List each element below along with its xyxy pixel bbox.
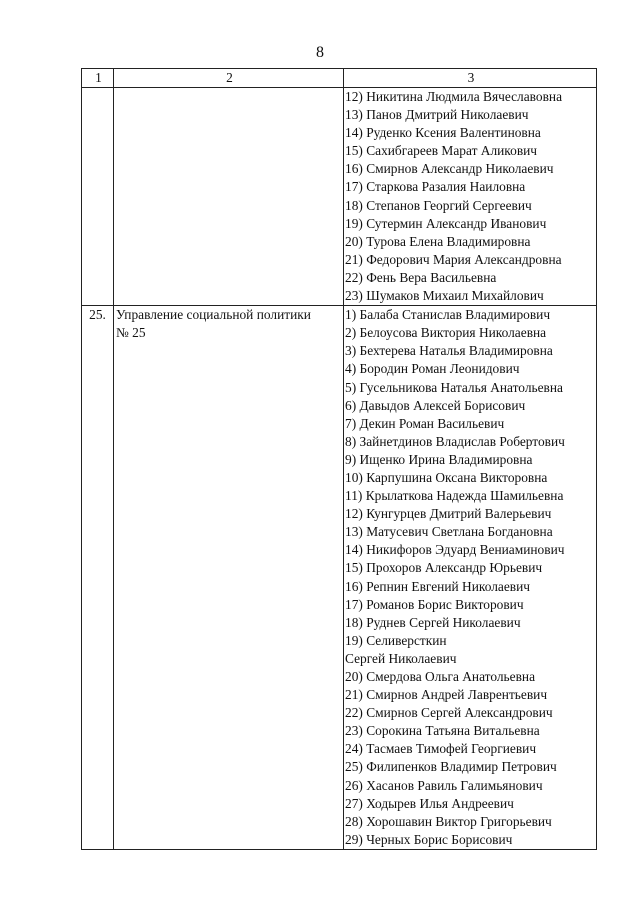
person-name-item: 29) Черных Борис Борисович — [345, 831, 513, 847]
person-name-item: 8) Зайнетдинов Владислав Робертович — [345, 433, 565, 449]
organization-name-line-1: Управление социальной политики — [116, 307, 311, 323]
table-row-continued — [82, 88, 597, 306]
organization-cell — [114, 306, 344, 850]
person-name-item: 26) Хасанов Равиль Галимьянович — [345, 777, 543, 793]
person-name-item: 19) Сутермин Александр Иванович — [345, 215, 547, 231]
person-name-item: 2) Белоусова Виктория Николаевна — [345, 325, 547, 341]
person-name-item: 13) Матусевич Светлана Богдановна — [345, 524, 553, 540]
person-name-item: 13) Панов Дмитрий Николаевич — [345, 107, 529, 123]
person-name-item: 10) Карпушина Оксана Викторовна — [345, 469, 548, 485]
person-name-item: 23) Сорокина Татьяна Витальевна — [345, 723, 540, 739]
person-name-item: Сергей Николаевич — [345, 650, 457, 666]
person-name-item: 21) Федорович Мария Александровна — [345, 251, 562, 267]
organization-cell — [114, 88, 344, 306]
person-name-item: 3) Бехтерева Наталья Владимировна — [345, 343, 553, 359]
person-name-item: 5) Гусельникова Наталья Анатольевна — [345, 379, 563, 395]
header-col-3: 3 — [344, 69, 597, 88]
person-name-item: 9) Ищенко Ирина Владимировна — [345, 451, 533, 467]
row-number: 25. — [89, 307, 106, 323]
person-name-item: 27) Ходырев Илья Андреевич — [345, 795, 514, 811]
table-row-25 — [82, 306, 597, 850]
row-number-cell — [82, 88, 114, 306]
person-name-item: 12) Никитина Людмила Вячеславовна — [345, 89, 563, 104]
person-name-item: 18) Руднев Сергей Николаевич — [345, 614, 521, 630]
person-name-item: 4) Бородин Роман Леонидович — [345, 361, 520, 377]
document-table — [81, 68, 597, 850]
person-name-item: 12) Кунгурцев Дмитрий Валерьевич — [345, 506, 552, 522]
person-name-item: 11) Крылаткова Надежда Шамильевна — [345, 488, 564, 504]
person-name-item: 14) Руденко Ксения Валентиновна — [345, 125, 541, 141]
person-name-item: 19) Селиверсткин — [345, 632, 447, 648]
person-name-item: 1) Балаба Станислав Владимирович — [345, 307, 551, 323]
names-cell — [344, 306, 597, 850]
person-name-item: 6) Давыдов Алексей Борисович — [345, 397, 526, 413]
person-name-item: 14) Никифоров Эдуард Вениаминович — [345, 542, 565, 558]
person-name-item: 22) Фень Вера Васильевна — [345, 269, 497, 285]
names-cell — [344, 88, 597, 306]
person-name-item: 17) Романов Борис Викторович — [345, 596, 524, 612]
person-name-item: 21) Смирнов Андрей Лаврентьевич — [345, 687, 548, 703]
person-name-item: 17) Старкова Разалия Наиловна — [345, 179, 526, 195]
page-number: 8 — [316, 44, 324, 61]
header-col-1: 1 — [82, 69, 114, 88]
header-col-2: 2 — [114, 69, 344, 88]
person-name-item: 20) Смердова Ольга Анатольевна — [345, 669, 536, 684]
row-number-cell — [82, 306, 114, 850]
person-name-item: 20) Турова Елена Владимировна — [345, 233, 531, 249]
person-name-item: 15) Сахибгареев Марат Аликович — [345, 143, 538, 159]
table-header-row — [82, 69, 597, 88]
person-name-item: 22) Смирнов Сергей Александрович — [345, 705, 553, 721]
person-name-item: 28) Хорошавин Виктор Григорьевич — [345, 813, 552, 829]
person-name-item: 16) Репнин Евгений Николаевич — [345, 578, 531, 594]
person-name-item: 18) Степанов Георгий Сергеевич — [345, 197, 532, 213]
person-name-item: 24) Тасмаев Тимофей Георгиевич — [345, 741, 537, 757]
person-name-item: 23) Шумаков Михаил Михайлович — [345, 288, 544, 304]
organization-name-line-2: № 25 — [116, 325, 146, 341]
person-name-item: 7) Декин Роман Васильевич — [345, 415, 505, 431]
person-name-item: 15) Прохоров Александр Юрьевич — [345, 560, 543, 576]
person-name-item: 25) Филипенков Владимир Петрович — [345, 759, 557, 775]
person-name-item: 16) Смирнов Александр Николаевич — [345, 161, 554, 177]
